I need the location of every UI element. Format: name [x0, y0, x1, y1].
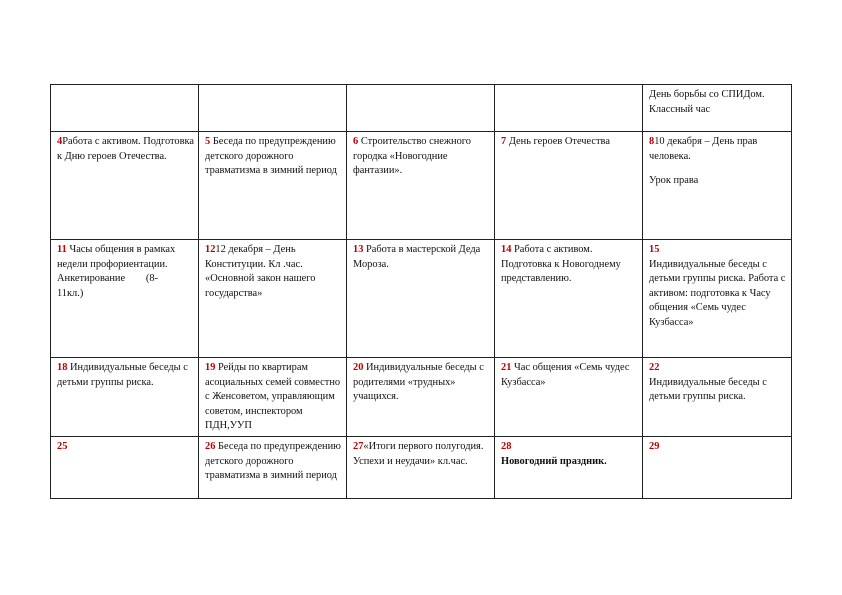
cell-text: Беседа по предупреждению детского дорожного травматизма в зимний период	[205, 136, 337, 177]
calendar-cell	[643, 85, 792, 132]
calendar-cell	[495, 436, 643, 498]
calendar-cell	[199, 85, 347, 132]
day-number: 5	[205, 136, 211, 147]
calendar-cell	[347, 436, 495, 498]
calendar-cell	[199, 132, 347, 240]
cell-text: Строительство снежного городка «Новогодние фантазии».	[353, 136, 471, 177]
cell-text: Рейды по квартирам асоциальных семей совместно с Женсоветом, управляющим советом, инспектором ПДН,УУП	[205, 362, 341, 432]
calendar-cell	[199, 358, 347, 437]
cell-text: 10 декабря – День прав человека.	[649, 136, 758, 162]
cell-tail	[125, 273, 158, 284]
day-number: 25	[57, 440, 68, 452]
calendar-cell	[51, 358, 199, 437]
day-number: 27	[353, 440, 364, 452]
cell-text: Час общения «Семь чудес Кузбасса»	[501, 362, 630, 388]
table-row	[51, 240, 792, 358]
cell-text: Индивидуальные беседы с детьми группы риска. Работа с активом: подготовка к Часу общения «Семь чудес Кузбасса»	[649, 258, 786, 328]
day-number: 19	[205, 362, 216, 373]
cell-text: Работа с активом. Подготовка к Новогоднему представлению.	[501, 244, 621, 285]
day-number: 7	[501, 136, 507, 147]
calendar-cell	[347, 358, 495, 437]
cell-tail-right: 11кл.)	[57, 287, 84, 299]
calendar-cell	[199, 240, 347, 358]
cell-text: «Итоги первого полугодия. Успехи и неудачи» кл.час.	[353, 440, 484, 467]
calendar-cell	[51, 436, 199, 498]
calendar-cell	[495, 240, 643, 358]
cell-tail-left: (8-	[145, 273, 158, 285]
day-number: 14	[501, 244, 512, 255]
day-number: 29	[649, 440, 660, 452]
day-number: 20	[353, 362, 364, 373]
calendar-cell	[347, 240, 495, 358]
calendar-cell	[643, 358, 792, 437]
cell-text: 12 декабря – День Конституции. Кл .час. «Основной закон нашего государства»	[205, 244, 316, 299]
day-number: 28	[501, 440, 512, 452]
calendar-cell	[199, 436, 347, 498]
day-number: 11	[57, 244, 67, 255]
calendar-cell	[495, 358, 643, 437]
calendar-cell	[643, 240, 792, 358]
cell-text: Работа с активом. Подготовка к Дню героев Отечества.	[57, 136, 195, 162]
spacer	[649, 164, 787, 174]
day-number: 8	[649, 136, 655, 147]
cell-text: День героев Отечества	[508, 136, 610, 147]
table-row	[51, 358, 792, 437]
calendar-cell	[347, 132, 495, 240]
calendar-cell	[643, 436, 792, 498]
cell-text: Индивидуальные беседы с детьми группы риска.	[649, 376, 767, 403]
cell-text: Часы общения в рамках недели профориентации. Анкетирование	[57, 244, 176, 285]
day-number: 6	[353, 136, 359, 147]
cell-text: Работа в мастерской Деда Мороза.	[353, 244, 481, 270]
calendar-cell	[51, 132, 199, 240]
table-row	[51, 132, 792, 240]
cell-text: Новогодний праздник.	[501, 455, 607, 467]
day-number: 26	[205, 440, 216, 452]
day-number: 13	[353, 244, 364, 255]
calendar-table	[50, 84, 792, 499]
day-number: 18	[57, 362, 68, 373]
day-number: 21	[501, 362, 512, 373]
calendar-cell	[643, 132, 792, 240]
calendar-cell	[347, 85, 495, 132]
day-number: 12	[205, 244, 216, 255]
calendar-cell	[495, 132, 643, 240]
cell-text: Индивидуальные беседы с родителями «трудных» учащихся.	[353, 362, 484, 403]
table-row	[51, 436, 792, 498]
cell-text: День борьбы со СПИДом. Классный час	[649, 89, 765, 115]
cell-extra-text: Урок права	[649, 175, 699, 187]
calendar-cell	[495, 85, 643, 132]
calendar-cell	[51, 240, 199, 358]
cell-text: Индивидуальные беседы с детьми группы риска.	[57, 362, 188, 388]
calendar-cell	[51, 85, 199, 132]
table-row	[51, 85, 792, 132]
cell-text: Беседа по предупреждению детского дорожного травматизма в зимний период	[205, 440, 341, 482]
day-number: 4	[57, 136, 63, 147]
day-number: 15	[649, 244, 660, 255]
day-number: 22	[649, 362, 660, 373]
